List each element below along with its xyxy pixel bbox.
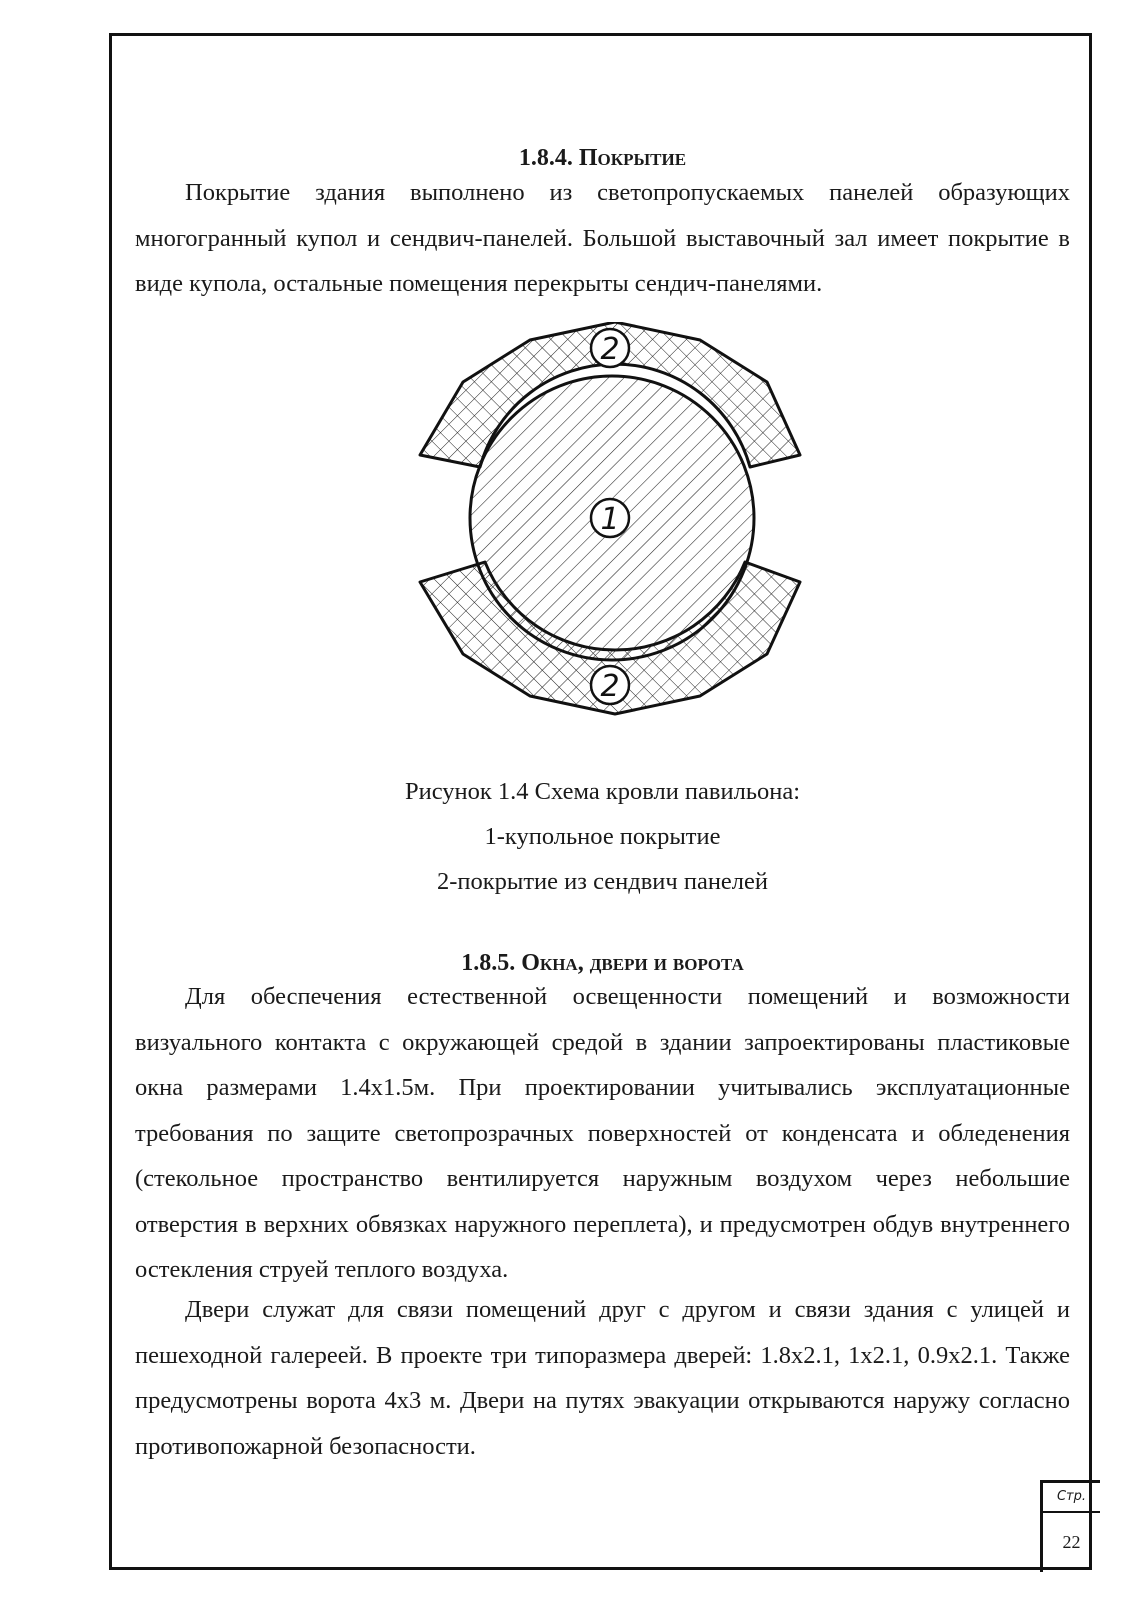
page-number: 22: [1062, 1532, 1081, 1552]
doors-paragraph: Двери служат для связи помещений друг с другом и связи здания с улицей и пешеходной галереей. В проекте три типоразмера дверей: 1.8х2.1, 1х2.1, 0.9х2.1. Также предусмотрены ворота 4х3 м. Двери на путях эвакуации открываются наружу согласно противопожарной безопасности.: [135, 1296, 1070, 1460]
section-heading-roof: [135, 145, 1070, 172]
section-title: Покрытие: [578, 145, 687, 171]
section-number: 1.8.4.: [518, 145, 573, 171]
roof-paragraph: Покрытие здания выполнено из светопропускаемых панелей образующих многогранный купол и сендвич-панелей. Большой выставочный зал имеет покрытие в виде купола, остальные помещения перекрыты сендич-панелями.: [135, 179, 1070, 297]
section-heading-windows: [135, 950, 1070, 977]
windows-paragraph: Для обеспечения естественной освещенности помещений и возможности визуального контакта с окружающей средой в здании запроектированы пластиковые окна размерами 1.4х1.5м. При проектировании учитывались эксплуатационные требования по защите светопрозрачных поверхностей от конденсата и обледенения (стекольное пространство вентилируется наружным воздухом через небольшие отверстия в верхних обвязках наружного переплета), и предусмотрен обдув внутреннего остекления струей теплого воздуха.: [135, 983, 1070, 1283]
roof-scheme-figure: [415, 322, 815, 732]
section-number: 1.8.5.: [461, 950, 516, 976]
section-title: Окна, двери и ворота: [521, 950, 744, 976]
label-top: 2: [600, 332, 620, 367]
figure-caption-item-1: 1-купольное покрытие: [484, 823, 721, 850]
figure-caption-title: Рисунок 1.4 Схема кровли павильона:: [404, 778, 801, 805]
figure-caption-item-2: 2-покрытие из сендвич панелей: [436, 868, 769, 895]
label-bottom: 2: [600, 669, 620, 704]
stamp-header: Стр.: [1043, 1483, 1100, 1513]
label-center: 1: [600, 502, 620, 537]
page-stamp: [1040, 1480, 1100, 1572]
